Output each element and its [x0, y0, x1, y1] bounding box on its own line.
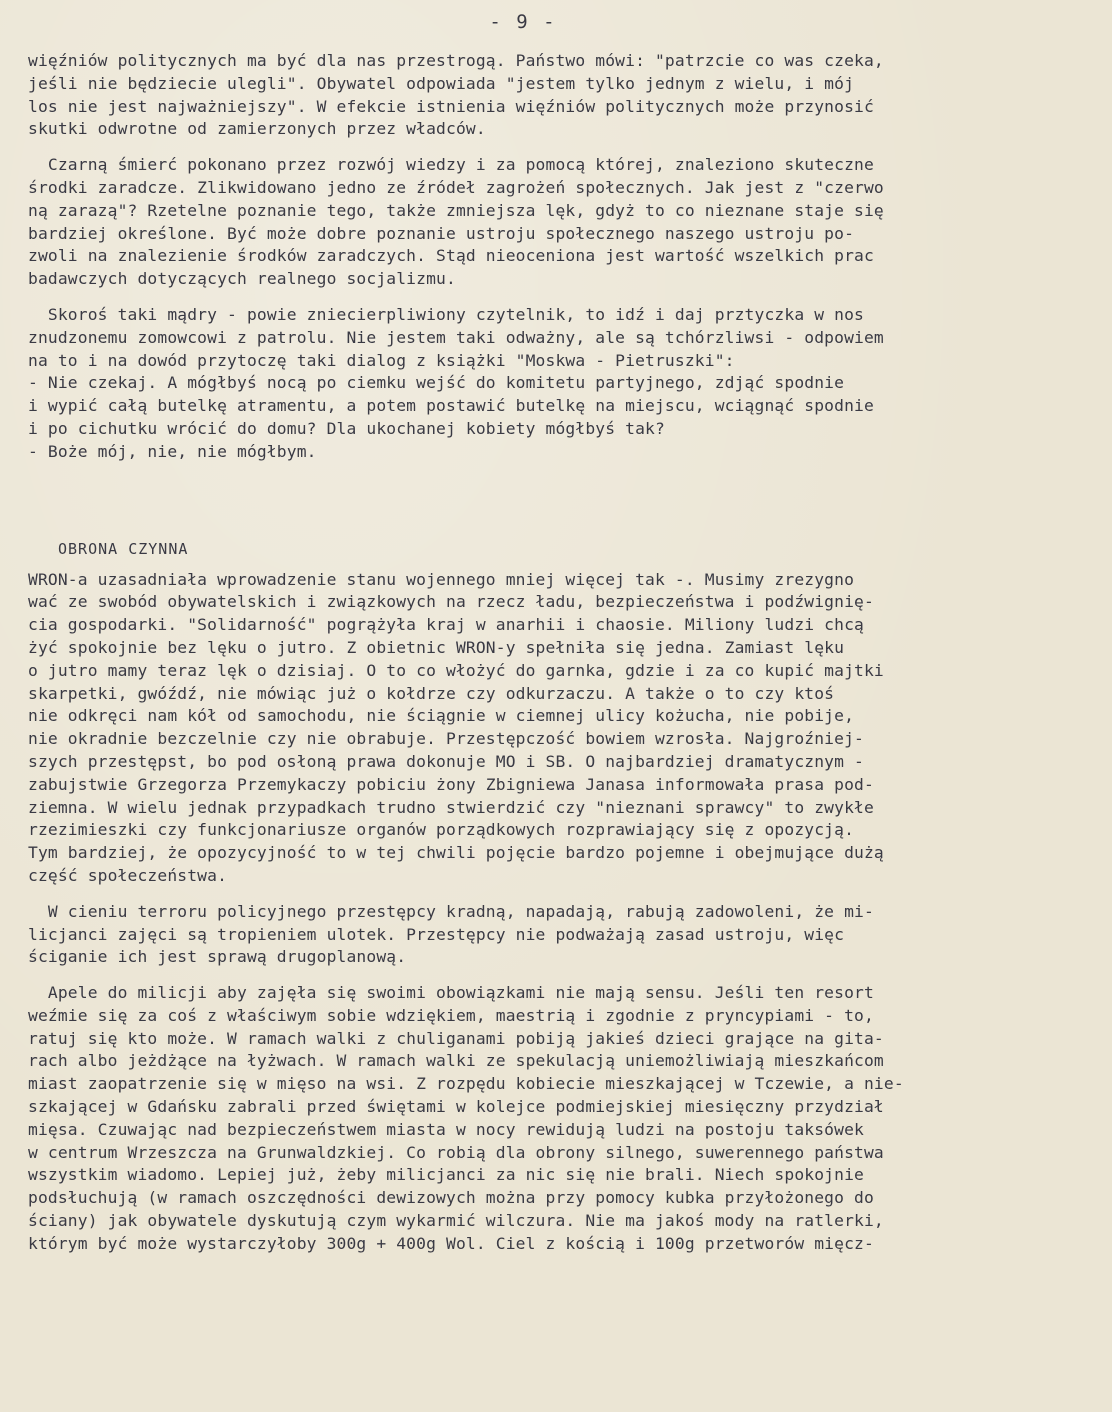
text-line: o jutro mamy teraz lęk o dzisiaj. O to co włożyć do garnka, gdzie i za co kupić majtki — [28, 660, 884, 680]
text-line: ziemna. W wielu jednak przypadkach trudno stwierdzić czy "nieznani sprawcy" to zwykłe — [28, 797, 874, 817]
text-line: cia gospodarki. "Solidarność" pogrążyła kraj w anarhii i chaosie. Miliony ludzi chcą — [28, 615, 864, 635]
text-line: skarpetki, gwóźdź, nie mówiąc już o kołdrze czy odkurzaczu. A także o to czy ktoś — [28, 683, 835, 703]
paragraph — [28, 154, 1078, 291]
text-line: część społeczeństwa. — [28, 865, 228, 885]
text-line: licjanci zajęci są tropieniem ulotek. Przestępcy nie podważają zasad ustroju, więc — [28, 924, 845, 944]
text-line: i po cichutku wrócić do domu? Dla ukochanej kobiety mógłbyś tak? — [28, 418, 665, 438]
text-line: rzezimieszki czy funkcjonariusze organów porządkowych rozprawiający się z opozycją. — [28, 820, 855, 840]
text-line: - Boże mój, nie, nie mógłbym. — [28, 441, 317, 461]
text-line: którym być może wystarczyłoby 300g + 400g Wol. Ciel z kością i 100g przetworów mięcz- — [28, 1233, 874, 1253]
text-line: Czarną śmierć pokonano przez rozwój wiedzy i za pomocą której, znaleziono skuteczne — [28, 155, 874, 175]
paragraph — [28, 901, 1078, 969]
text-line: zabujstwie Grzegorza Przemykaczy pobiciu żony Zbigniewa Janasa informowała prasa pod- — [28, 774, 874, 794]
page-number: - 9 - — [489, 11, 557, 33]
section-gap — [28, 477, 1078, 537]
text-line: wać ze swobód obywatelskich i związkowych na rzecz ładu, bezpieczeństwa i podźwignię- — [28, 592, 874, 612]
text-line: żyć spokojnie bez lęku o jutro. Z obietnic WRON-y spełniła się jedna. Zamiast lęku — [28, 637, 845, 657]
text-line: nie okradnie bezczelnie czy nie obrabuje. Przestępczość bowiem wzrosła. Najgroźniej- — [28, 729, 864, 749]
paragraph — [28, 569, 1078, 888]
text-line: szych przestępst, bo pod osłoną prawa dokonuje MO i SB. O najbardziej dramatycznym - — [28, 751, 864, 771]
text-line: jeśli nie będziecie ulegli". Obywatel odpowiada "jestem tylko jednym z wielu, i mój — [28, 73, 855, 93]
text-line: szkającej w Gdańsku zabrali przed świętami w kolejce podmiejskiej miesięczny przydział — [28, 1097, 884, 1117]
paragraph — [28, 304, 1078, 464]
text-line: skutki odwrotne od zamierzonych przez władców. — [28, 119, 486, 139]
section-heading: OBRONA CZYNNA — [58, 539, 189, 558]
text-line: badawczych dotyczących realnego socjalizmu. — [28, 269, 456, 289]
text-line: znudzonemu zomowcowi z patrolu. Nie jestem taki odważny, ale są tchórzliwsi - odpowiem — [28, 327, 884, 347]
paragraph — [28, 982, 1078, 1256]
section-intro — [28, 50, 1078, 464]
text-line: zwoli na znalezienie środków zaradczych. Stąd nieoceniona jest wartość wszelkich prac — [28, 246, 874, 266]
text-line: i wypić całą butelkę atramentu, a potem postawić butelkę na miejscu, wciągnąć spodnie — [28, 396, 874, 416]
text-line: los nie jest najważniejszy". W efekcie istnienia więźniów politycznych może przynosić — [28, 96, 874, 116]
text-line: nie odkręci nam kół od samochodu, nie ściągnie w ciemnej ulicy kożucha, nie pobije, — [28, 706, 855, 726]
paragraph — [28, 50, 1078, 141]
text-line: - Nie czekaj. A mógłbyś nocą po ciemku wejść do komitetu partyjnego, zdjąć spodnie — [28, 373, 845, 393]
text-line: Tym bardziej, że opozycyjność to w tej chwili pojęcie bardzo pojemne i obejmujące dużą — [28, 843, 884, 863]
text-line: WRON-a uzasadniała wprowadzenie stanu wojennego mniej więcej tak -. Musimy zrezygno — [28, 569, 855, 589]
text-line: weźmie się za coś z właściwym sobie wdziękiem, maestrią i zgodnie z pryncypiami - to, — [28, 1005, 874, 1025]
text-line: miast zaopatrzenie się w mięso na wsi. Z rozpędu kobiecie mieszkającej w Tczewie, a nie- — [28, 1074, 904, 1094]
text-line: środki zaradcze. Zlikwidowano jedno ze źródeł zagrożeń społecznych. Jak jest z "czerwo — [28, 177, 884, 197]
text-line: ratuj się kto może. W ramach walki z chuliganami pobiją jakieś dzieci grające na gita- — [28, 1028, 884, 1048]
text-line: więźniów politycznych ma być dla nas przestrogą. Państwo mówi: "patrzcie co was czeka, — [28, 51, 884, 70]
text-line: ną zarazą"? Rzetelne poznanie tego, także zmniejsza lęk, gdyż to co nieznane staje się — [28, 200, 884, 220]
text-line: na to i na dowód przytoczę taki dialog z książki "Moskwa - Pietruszki": — [28, 350, 735, 370]
text-line: Skoroś taki mądry - powie zniecierpliwiony czytelnik, to idź i daj prztyczka w nos — [28, 304, 864, 324]
section-obrona-czynna — [28, 569, 1078, 1256]
text-line: Apele do milicji aby zajęła się swoimi obowiązkami nie mają sensu. Jeśli ten resort — [28, 983, 874, 1003]
text-line: wszystkim wiadomo. Lepiej już, żeby milicjanci za nic się nie brali. Niech spokojnie — [28, 1165, 864, 1185]
text-line: rach albo jeżdżące na łyżwach. W ramach walki ze spekulacją uniemożliwiają mieszkańcom — [28, 1051, 884, 1071]
text-line: podsłuchują (w ramach oszczędności dewizowych można przy pomocy kubka przyłożonego do — [28, 1188, 874, 1208]
text-line: ściganie ich jest sprawą drugoplanową. — [28, 947, 407, 967]
text-line: W cieniu terroru policyjnego przestępcy kradną, napadają, rabują zadowoleni, że mi- — [28, 901, 874, 921]
text-line: ściany) jak obywatele dyskutują czym wykarmić wilczura. Nie ma jakoś mody na ratlerki, — [28, 1211, 884, 1231]
text-line: bardziej określone. Być może dobre poznanie ustroju społecznego naszego ustroju po- — [28, 223, 855, 243]
text-line: mięsa. Czuwając nad bezpieczeństwem miasta w nocy rewidują ludzi na postoju taksówek — [28, 1119, 864, 1139]
text-line: w centrum Wrzeszcza na Grunwaldzkiej. Co robią dla obrony silnego, suwerennego państwa — [28, 1142, 884, 1162]
